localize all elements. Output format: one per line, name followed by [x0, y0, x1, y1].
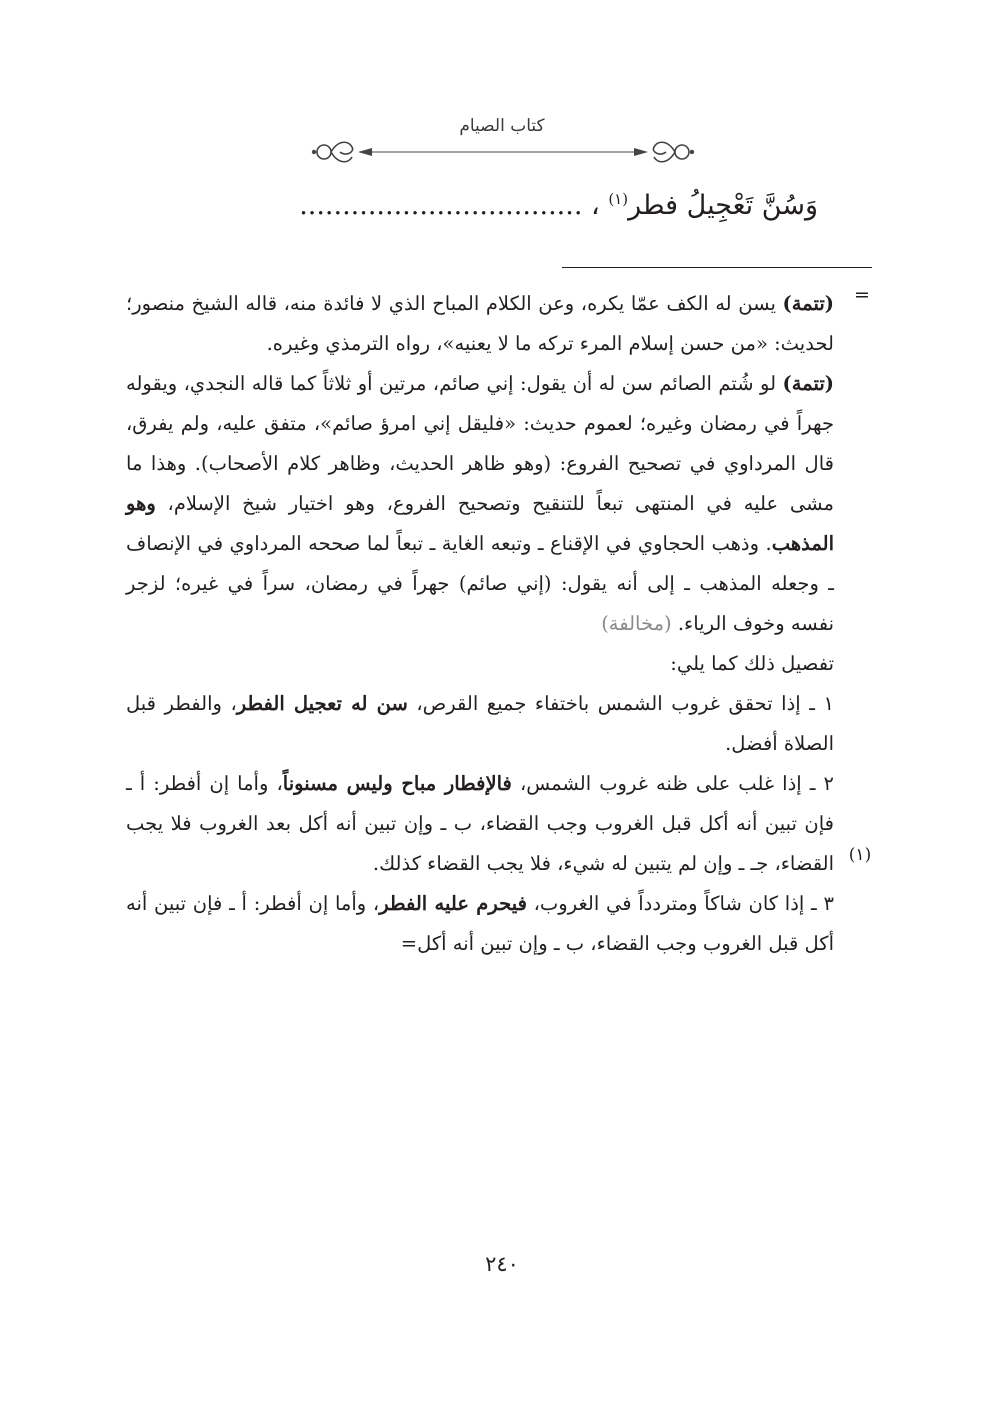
continuation-mark: =	[854, 284, 870, 306]
item-rest: ، والفطر قبل الصلاة أفضل.	[126, 692, 834, 755]
item-text: ٢ ـ إذا غلب على ظنه غروب الشمس،	[511, 772, 834, 795]
mukhalafa-tag: (مخالفة)	[601, 612, 672, 635]
item-rest: ، وأما إن أفطر: أ ـ فإن تبين أنه أكل قبل الغروب وجب القضاء، ب ـ وإن تبين أنه أكل بعد الغروب فلا يجب القضاء، جـ ـ وإن لم يتبين له شيء، فلا يجب القضاء كذلك.	[126, 772, 834, 875]
header-ornament-icon	[310, 135, 696, 169]
madhhab-bold: وهو المذهب	[126, 492, 834, 555]
page-number: ٢٤٠	[485, 1252, 519, 1276]
item-bold: فالإفطار مباح وليس مسنوناً	[282, 772, 512, 795]
tatimma-text: يسن له الكف عمّا يكره، وعن الكلام المباح الذي لا فائدة منه، قاله الشيخ منصور؛ لحديث: «من حسن إسلام المرء تركه ما لا يعنيه»، رواه الترمذي وغيره.	[126, 292, 834, 355]
item-rest: ، وأما إن أفطر: أ ـ فإن تبين أنه أكل قبل الغروب وجب القضاء، ب ـ وإن تبين أنه أكل=	[126, 892, 834, 955]
tatimma-text: لو شُتم الصائم سن له أن يقول: إني صائم، مرتين أو ثلاثاً كما قاله النجدي، ويقوله جهراً في رمضان وغيره؛ لعموم حديث: «فليقل إني امرؤ صائم»، متفق عليه، ولم يفرق، قال المرداوي في تصحيح الفروع: (وهو ظاهر الحديث، وظاهر كلام الأصحاب). وهذا ما مشى عليه في المنتهى تبعاً للتنقيح وتصحيح الفروع، وهو اختيار شيخ الإسلام،	[126, 372, 834, 515]
item-text: ٣ ـ إذا كان شاكاً ومتردداً في الغروب،	[526, 892, 834, 915]
tatimma-label: (تتمة)	[782, 292, 834, 315]
item-bold: سن له تعجيل الفطر	[236, 692, 408, 715]
footnote-separator	[562, 267, 872, 268]
running-header-title: كتاب الصيام	[459, 116, 545, 136]
footnotes-body	[126, 284, 834, 964]
footnote-number: (١)	[848, 845, 872, 865]
item-bold: فيحرم عليه الفطر	[379, 892, 527, 915]
tatimma-paragraph-2	[126, 364, 834, 644]
footnote-item-2	[126, 764, 834, 884]
footnote-intro: تفصيل ذلك كما يلي:	[670, 652, 834, 675]
footnote-item-1	[126, 684, 834, 764]
footnote-item-3	[126, 884, 834, 964]
main-text-line	[118, 190, 818, 221]
tatimma-text-continued: . وذهب الحجاوي في الإقناع ـ وتبعه الغاية ـ تبعاً لما صححه المرداوي في الإنصاف ـ وجعله المذهب ـ إلى أنه يقول: (إني صائم) جهراً في رمضان، سراً في غيره؛ لزجر نفسه وخوف الرياء.	[126, 532, 834, 635]
main-text-trail: ، .................................	[299, 190, 600, 221]
tatimma-label: (تتمة)	[782, 372, 834, 395]
tatimma-paragraph-1	[126, 284, 834, 364]
footnote-ref[interactable]: (١)	[608, 190, 629, 208]
main-text: وَسُنَّ تَعْجِيلُ فطر	[628, 190, 818, 221]
item-text: ١ ـ إذا تحقق غروب الشمس باختفاء جميع القرص،	[407, 692, 834, 715]
